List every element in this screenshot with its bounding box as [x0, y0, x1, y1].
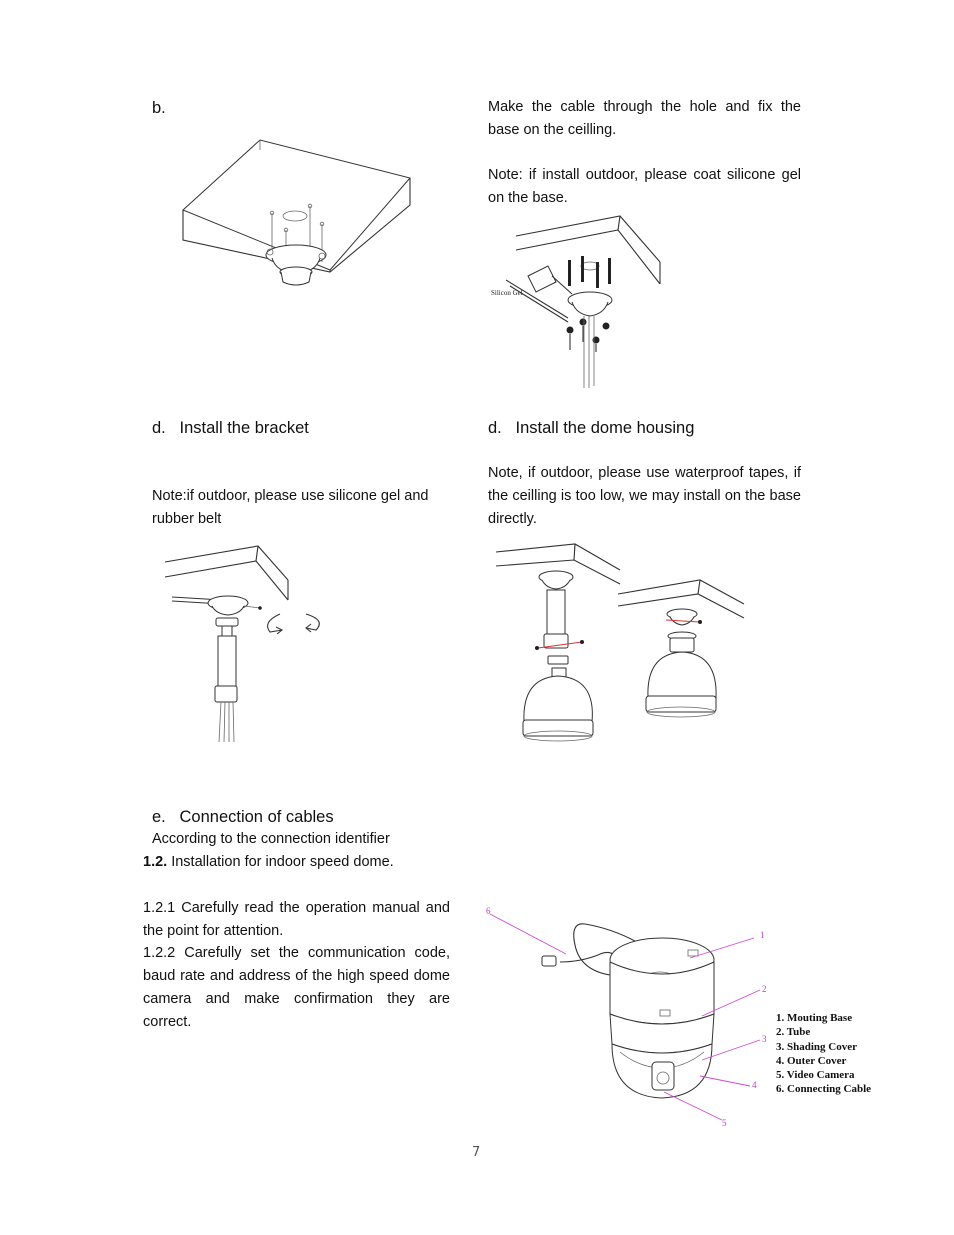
legend-item: 4. Outer Cover — [776, 1054, 847, 1067]
legend-item: 3. Shading Cover — [776, 1040, 857, 1053]
callout-5: 5 — [722, 1118, 727, 1128]
step-b-label: b. — [152, 99, 166, 117]
callout-1: 1 — [760, 930, 765, 940]
cables-title: e. Connection of cables — [152, 808, 334, 826]
legend-item: 2. Tube — [776, 1026, 811, 1039]
callout-6: 6 — [486, 906, 491, 916]
housing-note: Note, if outdoor, please use waterproof tapes, if the ceilling is too low, we may install on the base directly. — [488, 465, 801, 527]
step-b-note: Note: if install outdoor, please coat silicone gel on the base. — [488, 167, 801, 206]
legend-item: 5. Video Camera — [776, 1069, 855, 1082]
callout-3: 3 — [762, 1034, 767, 1044]
section-1-2-title: Installation for indoor speed dome. — [167, 854, 394, 870]
legend-item: 6. Connecting Cable — [776, 1083, 872, 1096]
step-b-text: Make the cable through the hole and fix the base on the ceilling. — [488, 99, 801, 138]
callout-2: 2 — [762, 984, 767, 994]
page-number: 7 — [472, 1145, 481, 1160]
callout-4: 4 — [752, 1080, 757, 1090]
section-1-2-1: 1.2.1 Carefully read the operation manual and the point for attention. — [143, 900, 450, 939]
section-1-2-2: 1.2.2 Carefully set the communication code, baud rate and address of the high speed dome camera and make confirmation they are correct. — [143, 945, 450, 1030]
bracket-title: d. Install the bracket — [152, 419, 309, 437]
silicon-gel-label: Silicon Gel — [491, 289, 523, 297]
section-1-2-number: 1.2. — [143, 854, 168, 870]
bracket-note: Note:if outdoor, please use silicone gel and rubber belt — [152, 488, 429, 527]
legend-item: 1. Mouting Base — [776, 1012, 853, 1024]
housing-title: d. Install the dome housing — [488, 419, 695, 437]
diagram-legend — [776, 1011, 871, 1097]
cables-text: According to the connection identifier — [152, 831, 390, 847]
